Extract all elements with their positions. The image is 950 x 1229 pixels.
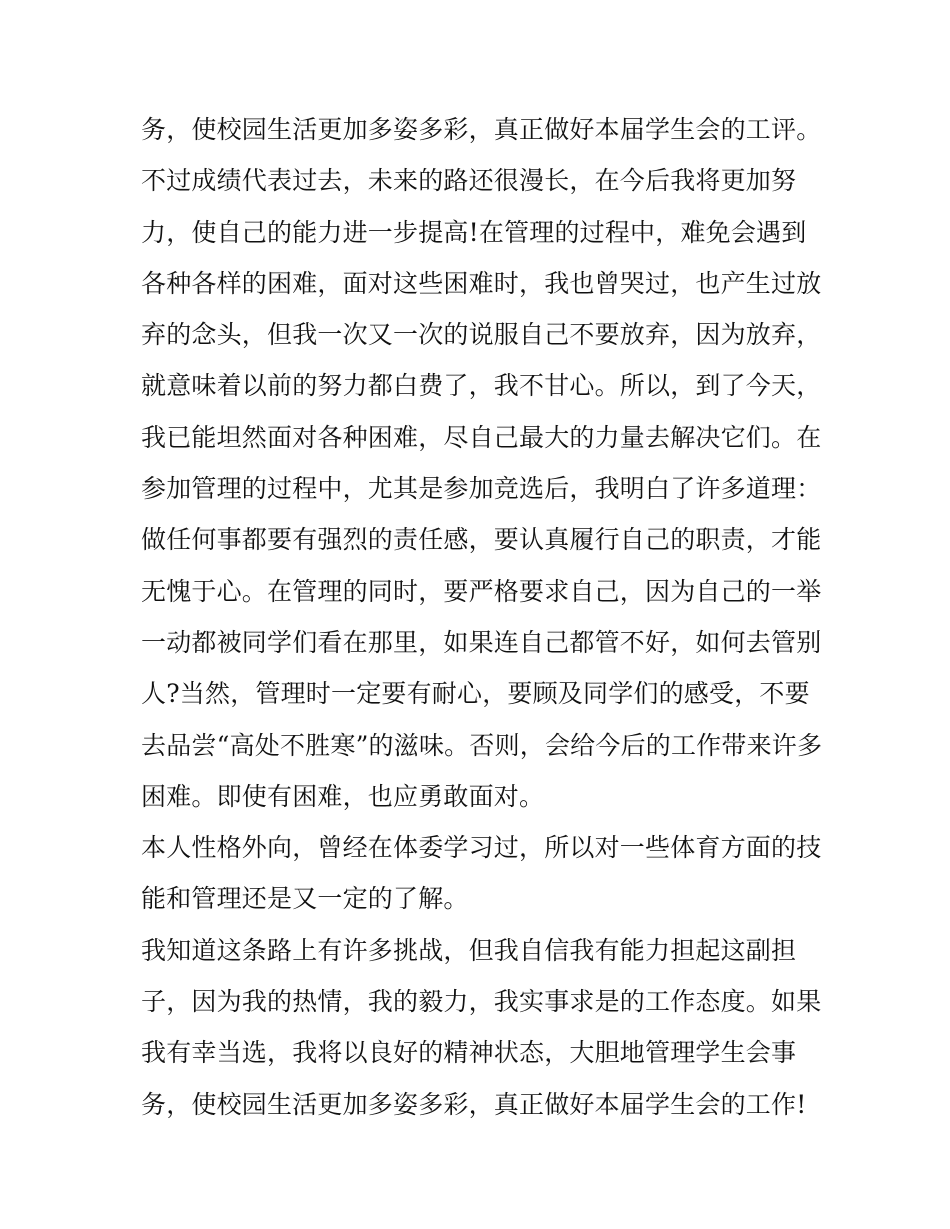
text-line: 力，使自己的能力进一步提高!在管理的过程中，难免会遇到: [141, 217, 807, 247]
text-line: 能和管理还是又一定的了解。: [141, 884, 469, 914]
text-line: 务，使校园生活更加多姿多彩，真正做好本届学生会的工作!: [141, 1089, 807, 1119]
text-line: 我知道这条路上有许多挑战，但我自信我有能力担起这副担: [141, 935, 797, 965]
text-line: 子，因为我的热情，我的毅力，我实事求是的工作态度。如果: [141, 987, 822, 1017]
text-line: 无愧于心。在管理的同时，要严格要求自己，因为自己的一举: [141, 576, 822, 606]
text-line: 人?当然，管理时一定要有耐心，要顾及同学们的感受，不要: [141, 679, 810, 709]
text-line: 做任何事都要有强烈的责任感，要认真履行自己的职责，才能: [141, 525, 822, 555]
text-line: 各种各样的困难，面对这些困难时，我也曾哭过，也产生过放: [141, 268, 822, 298]
text-line: 一动都被同学们看在那里，如果连自己都管不好，如何去管别: [141, 627, 822, 657]
text-line: 去品尝“高处不胜寒”的滋味。否则，会给今后的工作带来许多: [141, 730, 823, 760]
text-line: 弃的念头，但我一次又一次的说服自己不要放弃，因为放弃，: [141, 320, 822, 350]
text-line: 我已能坦然面对各种困难，尽自己最大的力量去解决它们。在: [141, 422, 822, 452]
text-line: 本人性格外向，曾经在体委学习过，所以对一些体育方面的技: [141, 833, 822, 863]
text-line: 参加管理的过程中，尤其是参加竞选后，我明白了许多道理：: [141, 474, 822, 504]
text-line: 务，使校园生活更加多姿多彩，真正做好本届学生会的工评。: [141, 115, 822, 144]
text-line: 困难。即使有困难，也应勇敢面对。: [141, 781, 545, 811]
document-body: [141, 104, 821, 1130]
text-line: 就意味着以前的努力都白费了，我不甘心。所以，到了今天，: [141, 371, 822, 401]
text-line: 不过成绩代表过去，未来的路还很漫长，在今后我将更加努: [141, 166, 797, 196]
text-line: 我有幸当选，我将以良好的精神状态，大胆地管理学生会事: [141, 1038, 797, 1068]
